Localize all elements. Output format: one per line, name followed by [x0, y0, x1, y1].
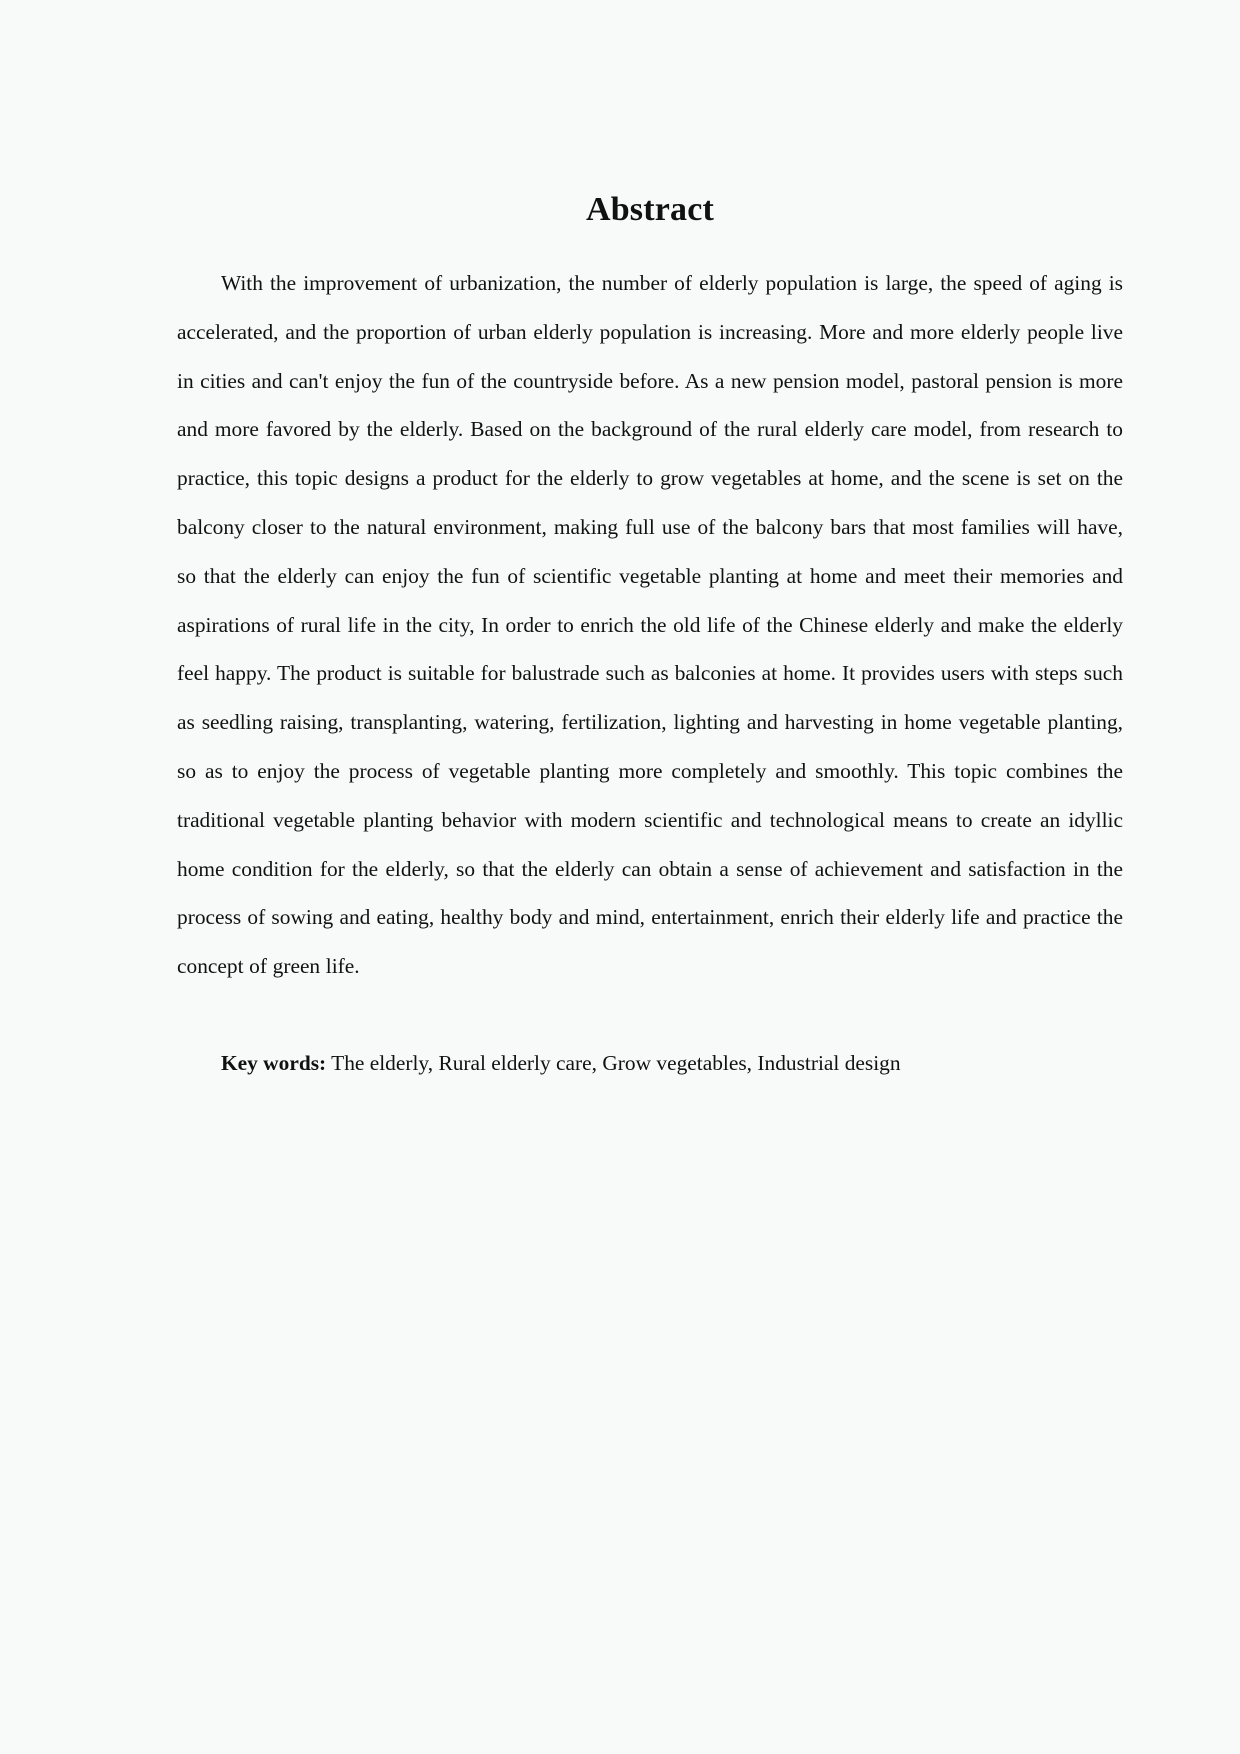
abstract-body: With the improvement of urbanization, the number of elderly population is large, the speed of aging is accelerated, and the proportion of urban elderly population is increasing. More and more elderly people live in cities and can't enjoy the fun of the countryside before. As a new pension model, pastoral pension is more and more favored by the elderly. Based on the background of the rural elderly care model, from research to practice, this topic designs a product for the elderly to grow vegetables at home, and the scene is set on the balcony closer to the natural environment, making full use of the balcony bars that most families will have, so that the elderly can enjoy the fun of scientific vegetable planting at home and meet their memories and aspirations of rural life in the city, In order to enrich the old life of the Chinese elderly and make the elderly feel happy. The product is suitable for balustrade such as balconies at home. It provides users with steps such as seedling raising, transplanting, watering, fertilization, lighting and harvesting in home vegetable planting, so as to enjoy the process of vegetable planting more completely and smoothly. This topic combines the traditional vegetable planting behavior with modern scientific and technological means to create an idyllic home condition for the elderly, so that the elderly can obtain a sense of achievement and satisfaction in the process of sowing and eating, healthy body and mind, entertainment, enrich their elderly life and practice the concept of green life.	[177, 271, 1123, 979]
keywords-line	[221, 1039, 1121, 1087]
abstract-title: Abstract	[585, 191, 715, 228]
keywords-label: Key words:	[221, 1051, 327, 1075]
keywords-text: The elderly, Rural elderly care, Grow vegetables, Industrial design	[331, 1051, 901, 1075]
